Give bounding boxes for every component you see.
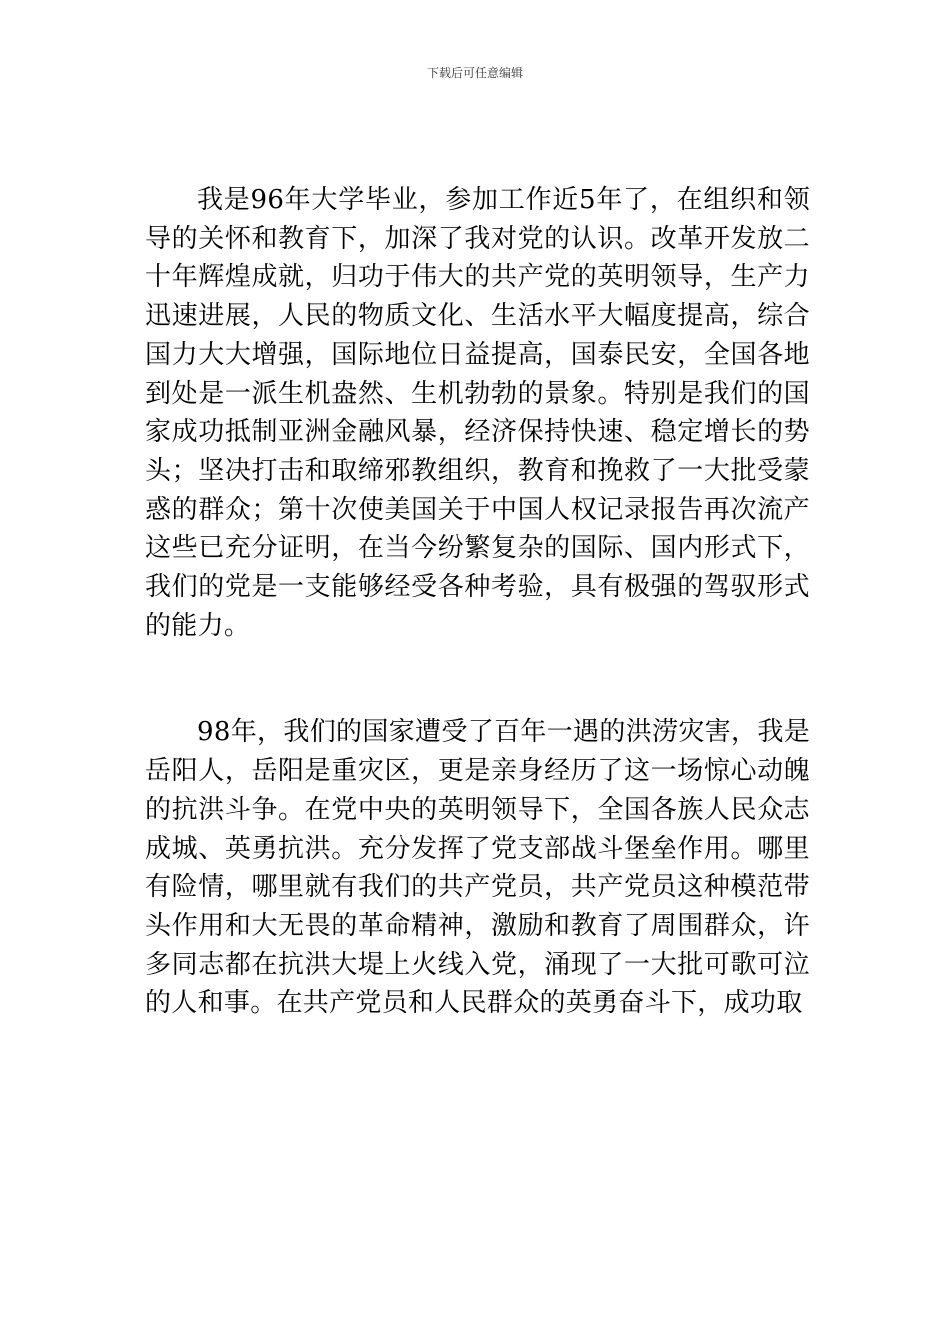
paragraph-1: 我是96年大学毕业，参加工作近5年了，在组织和领导的关怀和教育下，加深了我对党的认识。改革开发放二十年辉煌成就，归功于伟大的共产党的英明领导，生产力迅速进展，人民的物质文化、生活水平大幅度提高，综合国力大大增强，国际地位日益提高，国泰民安，全国各地到处是一派生机盎然、生机勃勃的景象。特别是我们的国家成功抵制亚洲金融风暴，经济保持快速、稳定增长的势头；坚决打击和取缔邪教组织，教育和挽救了一大批受蒙惑的群众；第十次使美国关于中国人权记录报告再次流产这些已充分证明，在当今纷繁复杂的国际、国内形式下，我们的党是一支能够经受各种考验，具有极强的驾驭形式的能力。 — [145, 185, 810, 641]
document-body — [145, 181, 810, 1023]
page-header-note: 下载后可任意编辑 — [426, 66, 523, 80]
paragraph-2: 98年，我们的国家遭受了百年一遇的洪涝灾害，我是岳阳人，岳阳是重灾区，更是亲身经历了这一场惊心动魄的抗洪斗争。在党中央的英明领导下，全国各族人民众志成城、英勇抗洪。充分发挥了党支部战斗堡垒作用。哪里有险情，哪里就有我们的共产党员，共产党员这种模范带头作用和大无畏的革命精神，激励和教育了周围群众，许多同志都在抗洪大堤上火线入党，涌现了一大批可歌可泣的人和事。在共产党员和人民群众的英勇奋斗下，成功取 — [145, 717, 810, 1019]
